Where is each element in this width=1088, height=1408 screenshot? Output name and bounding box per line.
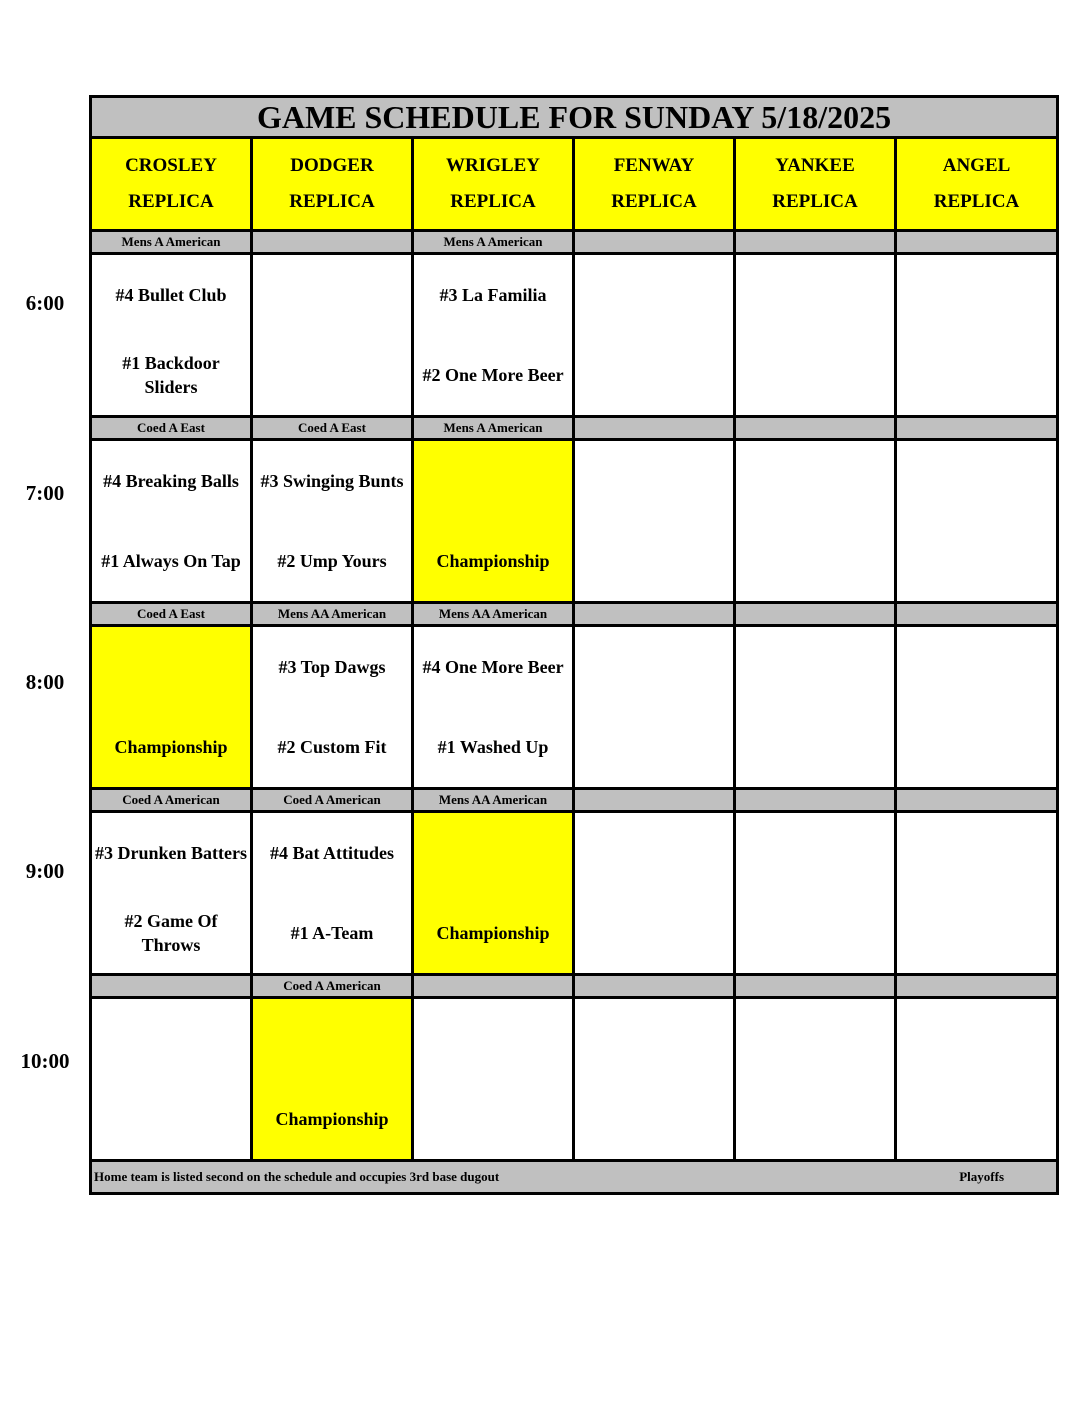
home-team (414, 1079, 572, 1159)
home-team: #2 One More Beer (422, 365, 564, 385)
home-team (575, 521, 733, 601)
game-cell (574, 812, 735, 975)
game-cell (896, 998, 1058, 1161)
field-name: CROSLEY (125, 155, 217, 176)
game-cell (896, 626, 1058, 789)
division-label: Coed A American (91, 789, 252, 812)
game-cell (91, 254, 252, 417)
home-team (897, 335, 1056, 415)
division-label (735, 417, 896, 440)
field-type: REPLICA (772, 191, 858, 212)
away-team (897, 813, 1056, 893)
legend-label: Playoffs (959, 1169, 1005, 1184)
home-team (897, 521, 1056, 601)
field-name: FENWAY (613, 155, 695, 176)
away-team (736, 999, 894, 1079)
home-team: #1 A-Team (290, 923, 374, 943)
game-cell (735, 812, 896, 975)
division-label: Mens AA American (413, 789, 574, 812)
home-team (736, 707, 894, 787)
division-label: Coed A East (252, 417, 413, 440)
home-team (736, 1079, 894, 1159)
division-label: Mens A American (91, 231, 252, 254)
home-team: #2 Ump Yours (277, 551, 387, 571)
division-row (91, 975, 1058, 998)
home-team: #1 Always On Tap (101, 551, 241, 571)
championship-label: Championship (114, 737, 228, 757)
away-team (736, 441, 894, 521)
game-row (91, 440, 1058, 603)
away-team: #3 La Familia (439, 285, 547, 305)
away-team: #4 Breaking Balls (103, 471, 239, 491)
time-label: 7:00 (25, 481, 65, 505)
game-cell (735, 626, 896, 789)
field-header-row (91, 138, 1058, 231)
away-team (575, 255, 733, 335)
field-name: ANGEL (942, 155, 1011, 176)
championship-cell (413, 440, 574, 603)
championship-label: Championship (275, 1109, 389, 1129)
game-cell (735, 440, 896, 603)
home-team (575, 707, 733, 787)
away-team: #3 Top Dawgs (278, 657, 386, 677)
away-team (253, 999, 411, 1079)
game-row (91, 812, 1058, 975)
game-cell (252, 626, 413, 789)
footer-row (91, 1161, 1058, 1194)
away-team (575, 627, 733, 707)
game-cell (574, 626, 735, 789)
field-name: DODGER (290, 155, 374, 176)
field-header (91, 138, 252, 231)
away-team: #3 Swinging Bunts (260, 471, 404, 491)
championship-cell (252, 998, 413, 1161)
field-header (252, 138, 413, 231)
game-row (91, 998, 1058, 1161)
away-team (897, 255, 1056, 335)
division-label: Mens A American (413, 231, 574, 254)
home-team (897, 893, 1056, 973)
away-team (414, 813, 572, 893)
time-column (0, 0, 90, 1408)
field-type: REPLICA (611, 191, 697, 212)
away-team: #4 Bullet Club (115, 285, 227, 305)
footer-note: Home team is listed second on the schedule and occupies 3rd base dugout (94, 1169, 500, 1184)
championship-cell (91, 626, 252, 789)
home-team (575, 1079, 733, 1159)
game-cell (252, 812, 413, 975)
field-type: REPLICA (289, 191, 375, 212)
game-cell (252, 254, 413, 417)
field-name: WRIGLEY (446, 155, 540, 176)
away-team: #4 One More Beer (422, 657, 564, 677)
game-cell (574, 440, 735, 603)
division-label (574, 417, 735, 440)
division-label (574, 975, 735, 998)
away-team (736, 813, 894, 893)
time-label: 10:00 (20, 1049, 70, 1073)
game-cell (413, 998, 574, 1161)
home-team (736, 893, 894, 973)
division-label (574, 231, 735, 254)
home-team (253, 335, 411, 415)
division-row (91, 231, 1058, 254)
division-label: Coed A American (252, 789, 413, 812)
division-row (91, 789, 1058, 812)
away-team (253, 255, 411, 335)
away-team (736, 627, 894, 707)
division-label (91, 975, 252, 998)
division-label: Coed A American (252, 975, 413, 998)
game-cell (896, 440, 1058, 603)
schedule-table (89, 95, 1059, 1195)
field-type: REPLICA (450, 191, 536, 212)
away-team (897, 441, 1056, 521)
game-cell (91, 440, 252, 603)
home-team (736, 521, 894, 601)
away-team (897, 999, 1056, 1079)
title-row (91, 97, 1058, 138)
division-label: Mens AA American (413, 603, 574, 626)
game-cell (574, 254, 735, 417)
championship-label: Championship (436, 923, 550, 943)
division-label (896, 789, 1058, 812)
field-type: REPLICA (128, 191, 214, 212)
championship-cell (413, 812, 574, 975)
away-team (736, 255, 894, 335)
home-team: #2 Game Of Throws (124, 911, 218, 955)
game-cell (413, 626, 574, 789)
division-label: Coed A East (91, 603, 252, 626)
game-cell (896, 812, 1058, 975)
game-cell (91, 998, 252, 1161)
away-team (414, 999, 572, 1079)
field-type: REPLICA (933, 191, 1020, 212)
away-team (575, 999, 733, 1079)
game-cell (574, 998, 735, 1161)
division-label (896, 417, 1058, 440)
home-team: #2 Custom Fit (277, 737, 387, 757)
home-team (897, 1079, 1056, 1159)
game-row (91, 626, 1058, 789)
home-team (575, 893, 733, 973)
home-team (736, 335, 894, 415)
division-label (896, 603, 1058, 626)
division-label (896, 231, 1058, 254)
division-row (91, 603, 1058, 626)
division-label (896, 975, 1058, 998)
away-team: #3 Drunken Batters (95, 843, 247, 863)
field-header (574, 138, 735, 231)
division-label (735, 975, 896, 998)
home-team: #1 Washed Up (437, 737, 549, 757)
game-cell (735, 254, 896, 417)
game-row (91, 254, 1058, 417)
division-label (574, 789, 735, 812)
away-team (575, 441, 733, 521)
time-label: 9:00 (25, 859, 65, 883)
division-label: Coed A East (91, 417, 252, 440)
division-label (574, 603, 735, 626)
division-label (735, 231, 896, 254)
field-name: YANKEE (775, 155, 855, 176)
away-team (92, 627, 250, 707)
away-team (575, 813, 733, 893)
division-label: Mens A American (413, 417, 574, 440)
footer (91, 1161, 1058, 1194)
game-cell (896, 254, 1058, 417)
division-row (91, 417, 1058, 440)
game-cell (252, 440, 413, 603)
division-label (252, 231, 413, 254)
division-label (413, 975, 574, 998)
away-team: #4 Bat Attitudes (269, 843, 394, 863)
division-label: Mens AA American (252, 603, 413, 626)
home-team: #1 Backdoor Sliders (122, 353, 220, 397)
game-cell (413, 254, 574, 417)
home-team (575, 335, 733, 415)
away-team (92, 999, 250, 1079)
game-cell (91, 812, 252, 975)
division-label (735, 789, 896, 812)
division-label (735, 603, 896, 626)
time-label: 8:00 (25, 670, 65, 694)
page-title: GAME SCHEDULE FOR SUNDAY 5/18/2025 (91, 97, 1058, 138)
home-team (897, 707, 1056, 787)
away-team (897, 627, 1056, 707)
field-header (735, 138, 896, 231)
field-header (896, 138, 1058, 231)
game-cell (735, 998, 896, 1161)
time-label: 6:00 (25, 291, 65, 315)
championship-label: Championship (436, 551, 550, 571)
field-header (413, 138, 574, 231)
away-team (414, 441, 572, 521)
home-team (92, 1079, 250, 1159)
